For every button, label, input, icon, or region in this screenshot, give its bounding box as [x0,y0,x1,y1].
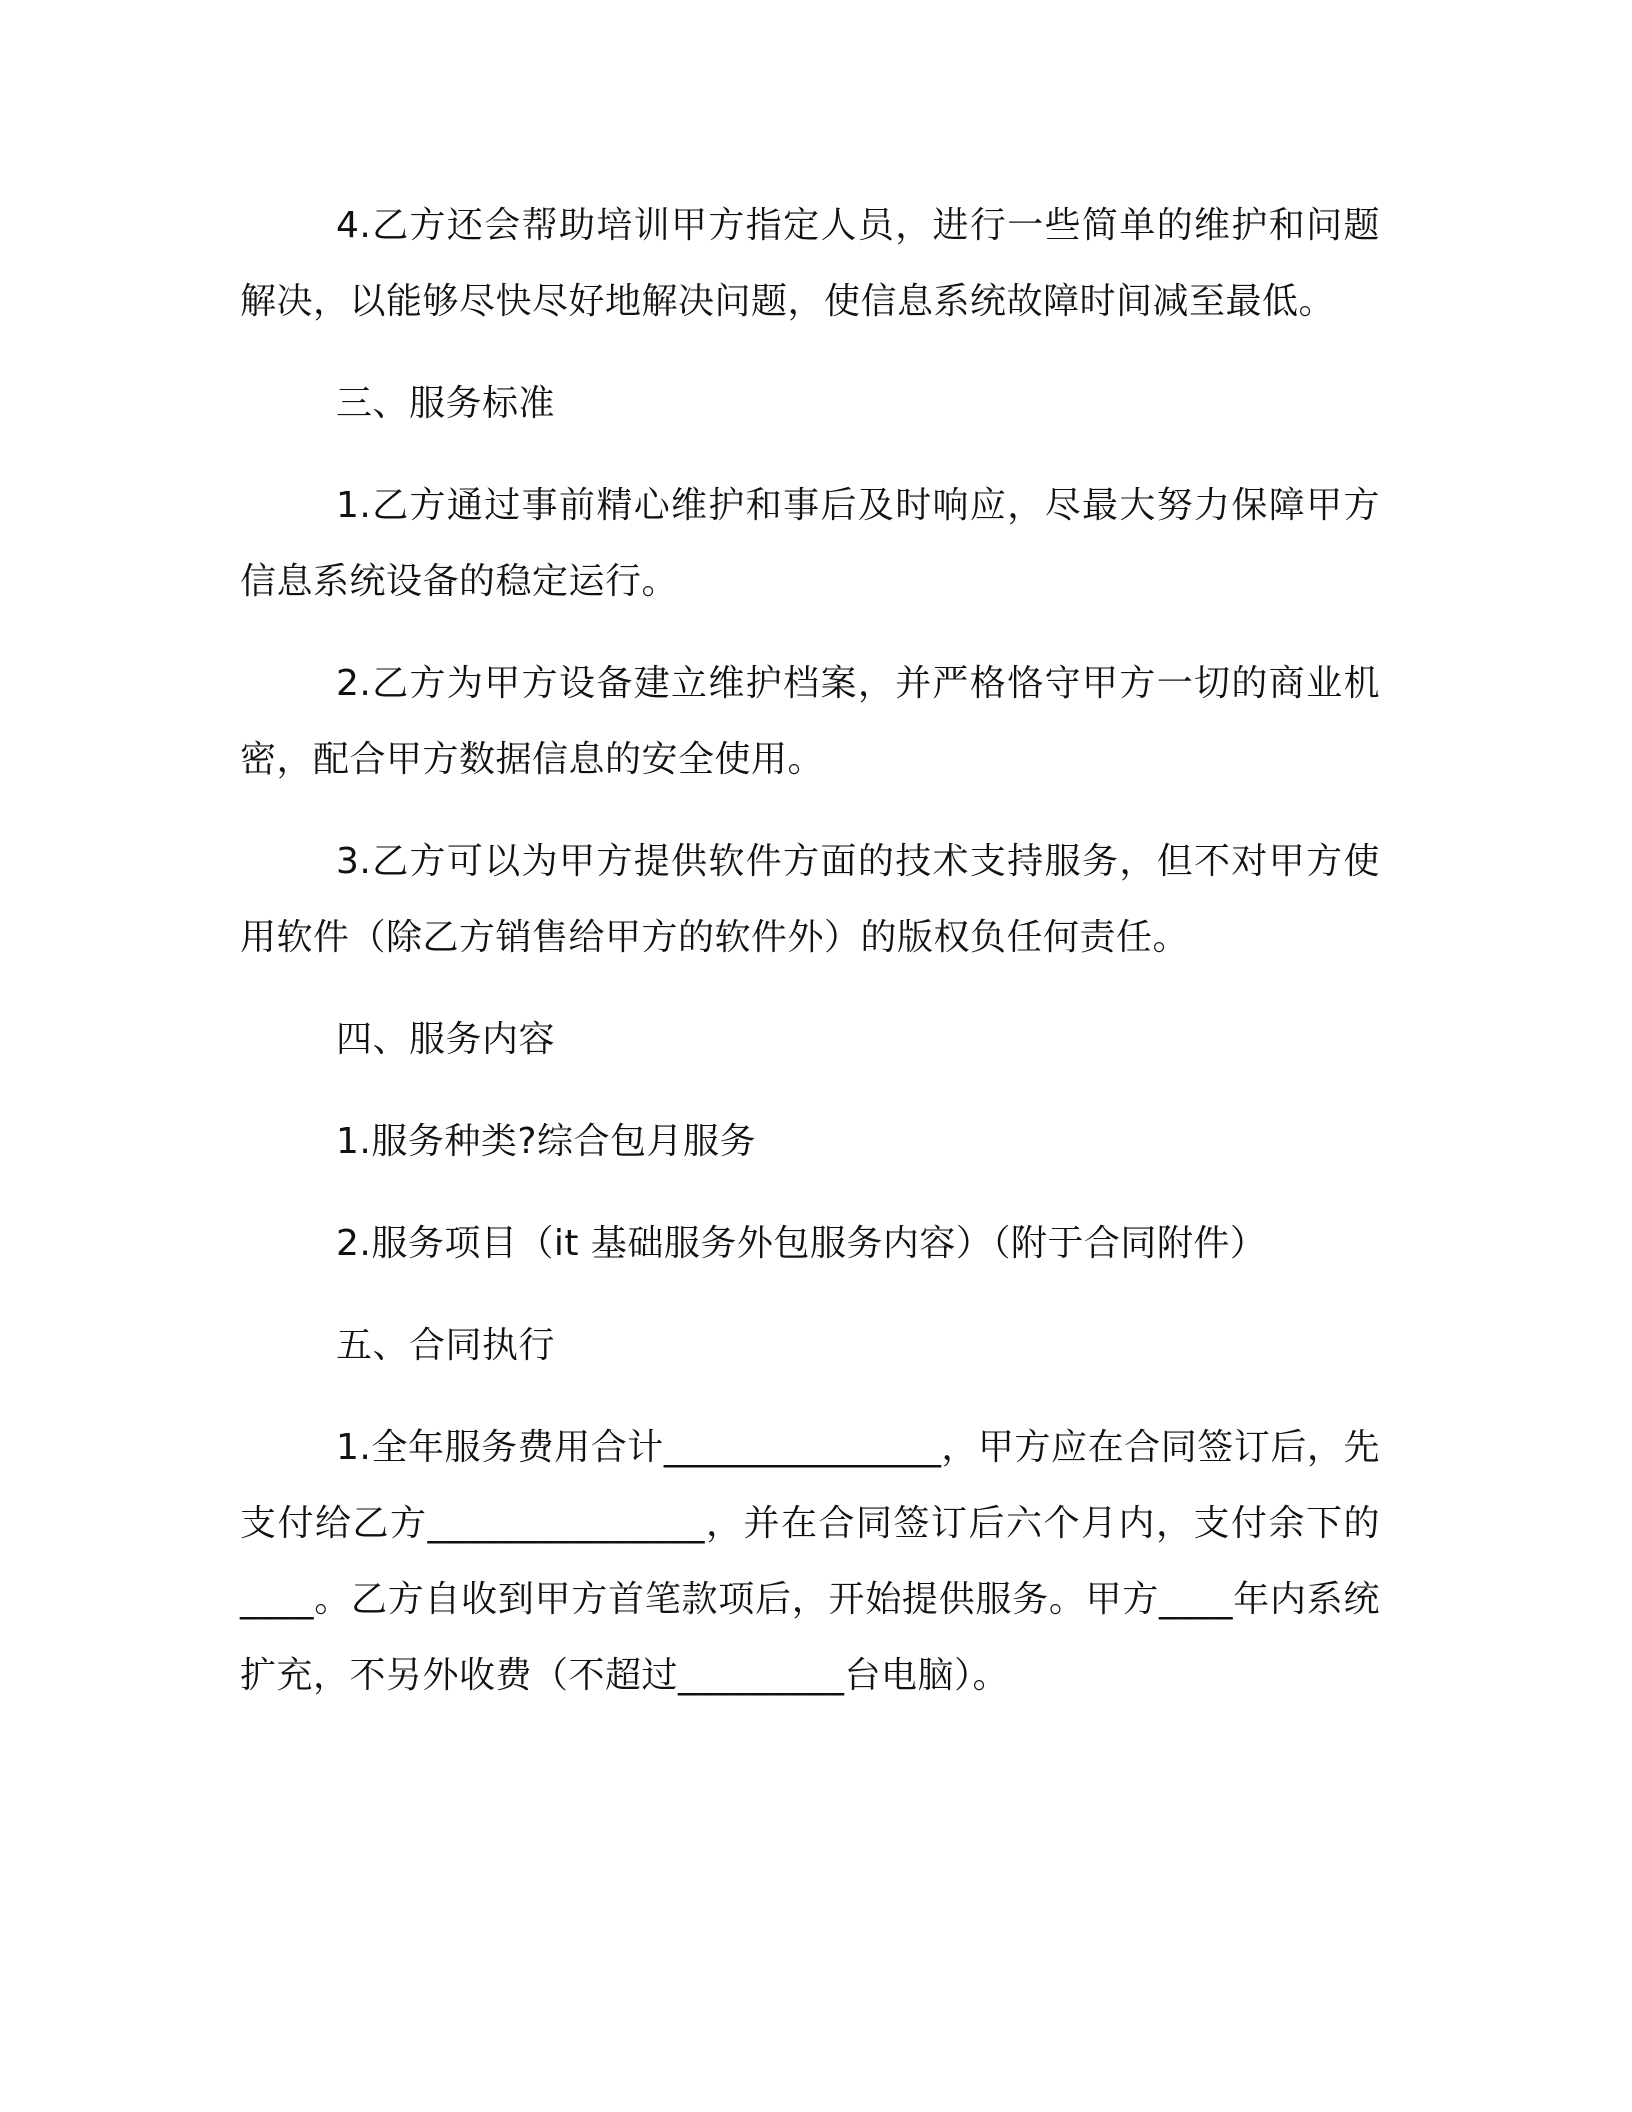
paragraph-maintenance-records: 2.乙方为甲方设备建立维护档案，并严格恪守甲方一切的商业机密，配合甲方数据信息的安全使用。 [240,663,1380,780]
document-body [240,188,1380,1740]
paragraph-software-support: 3.乙方可以为甲方提供软件方面的技术支持服务，但不对甲方使用软件（除乙方销售给甲方的软件外）的版权负任何责任。 [240,841,1380,958]
paragraph-service-items: 2.服务项目（it 基础服务外包服务内容）（附于合同附件） [336,1223,1267,1264]
section-heading-service-content: 四、服务内容 [336,1019,556,1060]
paragraph-service-type: 1.服务种类?综合包月服务 [336,1121,756,1162]
paragraph-stable-operation: 1.乙方通过事前精心维护和事后及时响应，尽最大努力保障甲方信息系统设备的稳定运行。 [240,485,1380,602]
paragraph-training: 4.乙方还会帮助培训甲方指定人员，进行一些简单的维护和问题解决，以能够尽快尽好地解决问题，使信息系统故障时间减至最低。 [240,205,1380,322]
paragraph-payment-terms: 1.全年服务费用合计_______________，甲方应在合同签订后，先支付给乙方_______________，并在合同签订后六个月内，支付余下的____。乙方自收到甲方首笔款项后，开始提供服务。甲方____年内系统扩充，不另外收费（不超过_________台电脑）。 [240,1427,1380,1696]
section-heading-contract-execution: 五、合同执行 [336,1325,556,1366]
section-heading-service-standard: 三、服务标准 [336,383,556,424]
